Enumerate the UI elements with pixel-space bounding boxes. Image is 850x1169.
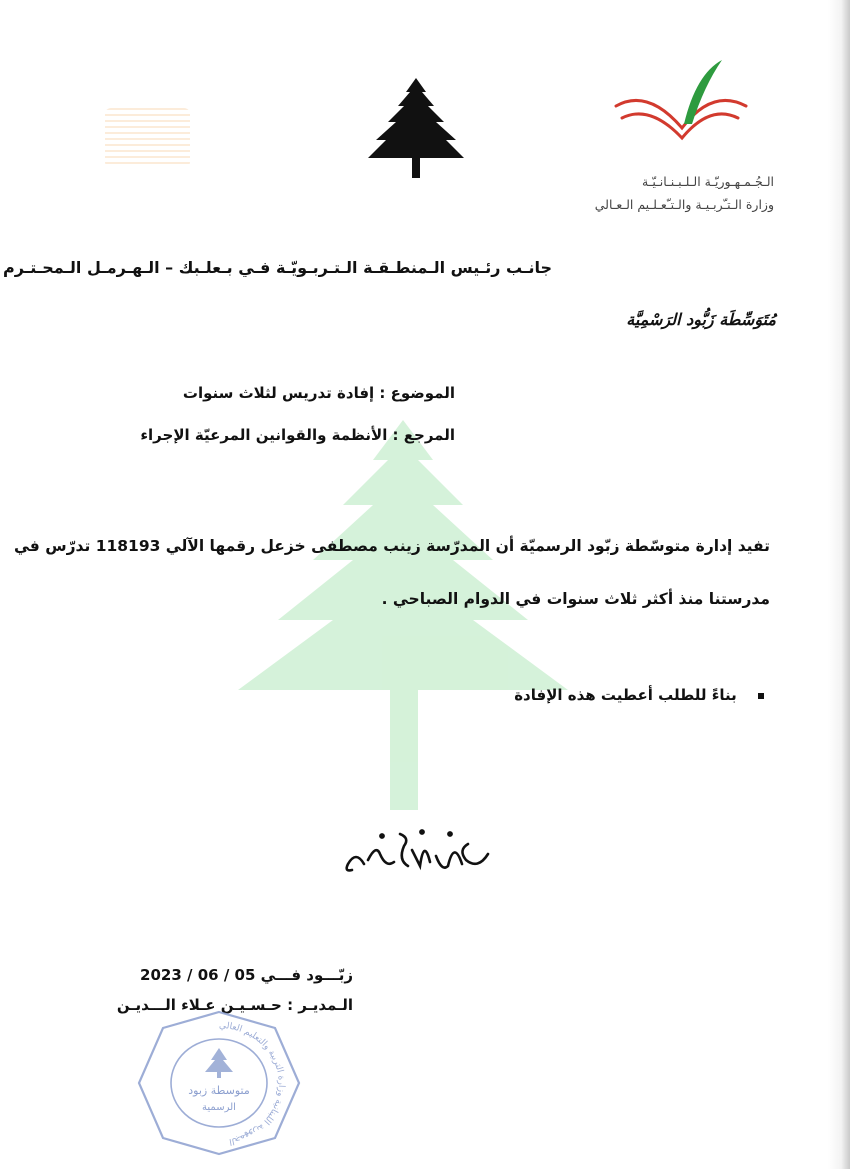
date-line: زبّـــود فـــي 05 / 06 / 2023 (140, 966, 353, 984)
director-line: الـمديـر : حـسـيـن عـلاء الـــديـن (116, 996, 353, 1014)
stamp-ring-text: الجمهورية اللبنانية وزارة التربية والتعليم العالي (218, 1020, 286, 1147)
body-text-line-1: تفيد إدارة متوسّطة زبّود الرسميّة أن المدرّسة زينب مصطفى خزعل رقمها الآلي 118193 تدرّس في (13, 537, 770, 555)
school-stamp (135, 1008, 303, 1158)
body-text-line-2: مدرستنا منذ أكثر ثلاث سنوات في الدوام الصباحي . (381, 590, 770, 608)
scan-edge-shadow (828, 0, 850, 1169)
bullet-square-icon (758, 693, 764, 699)
stamp-center-text-2: الرسمية (202, 1102, 236, 1113)
ministry-logo-icon (612, 58, 750, 148)
stamp-cedar-icon (205, 1048, 233, 1078)
reference-line: المرجع : الأنظمة والقوانين المرعيّة الإجراء (140, 426, 455, 444)
stamp-center-text-1: متوسطة زبود (188, 1084, 250, 1097)
cedar-emblem-icon (368, 78, 464, 180)
addressee-line: جانـب رئـيس الـمنطـقـة الـتـربـويّـة فـي بـعلـبك – الـهـرمـل الـمحـتـرم (3, 258, 552, 277)
bullet-item (514, 686, 764, 704)
school-name: مُتَوَسِّطَة زَبُّود الرَسْمِيَّة (626, 310, 776, 329)
subject-line: الموضوع : إفادة تدريس لثلاث سنوات (182, 384, 455, 402)
closing-calligraphy (338, 820, 498, 884)
bullet-text: بناءً للطلب أعطيت هذه الإفادة (514, 686, 737, 704)
faint-watermark-smudge (105, 108, 190, 168)
ministry-line-republic: الـجُـمـهـوريّـة الـلـبـنـانـيّـة (642, 174, 774, 189)
ministry-line-ministry: وزارة الـتـّربـيـة والـتـّعـلـيم الـعـالي (594, 197, 774, 212)
cedar-watermark-icon (238, 420, 568, 810)
